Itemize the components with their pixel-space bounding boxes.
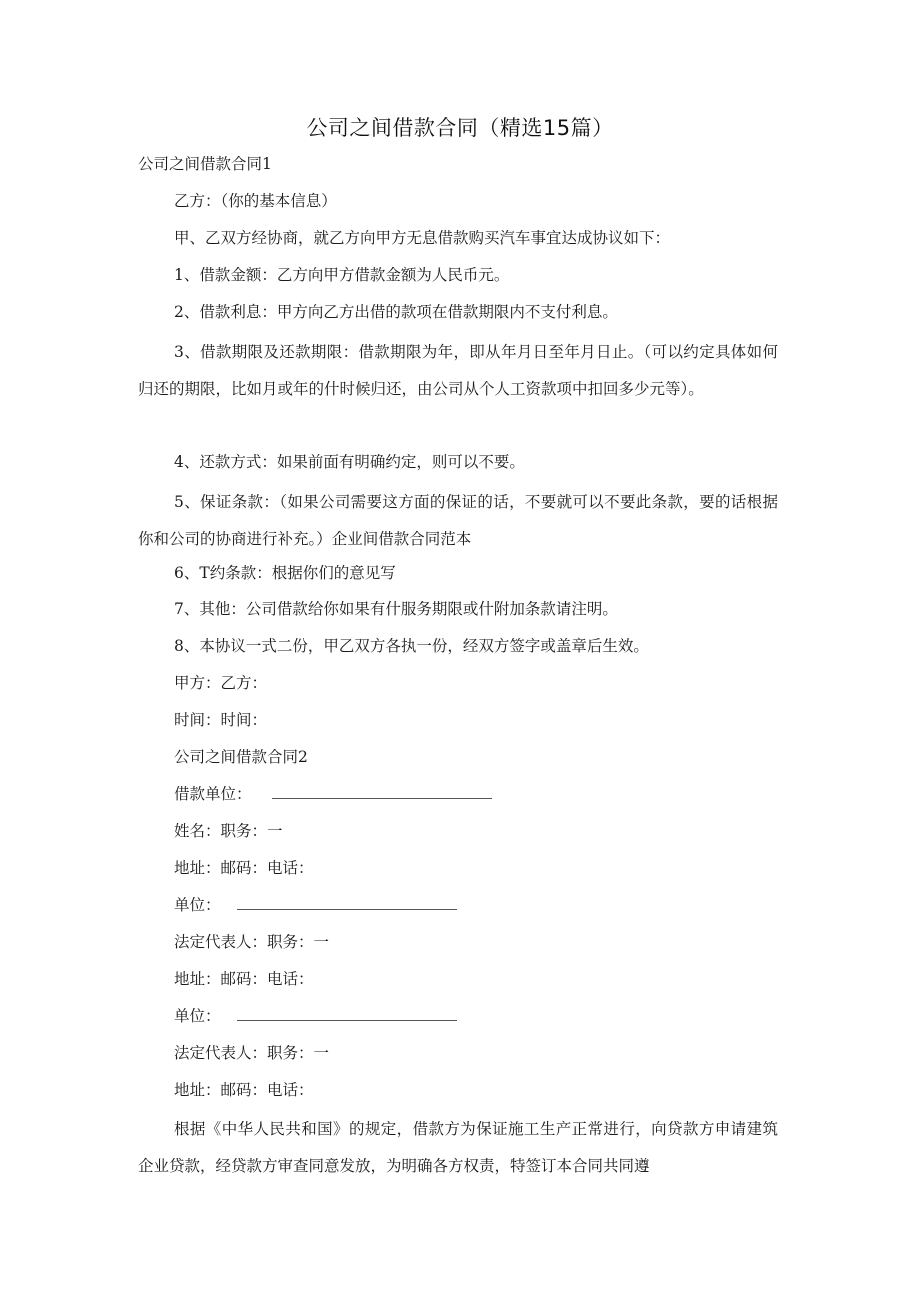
legal-rep-row-2: 法定代表人：职务：一	[174, 1044, 330, 1062]
clause-8: 8、本协议一式二份，甲乙双方各执一份，经双方签字或盖章后生效。	[174, 637, 649, 655]
section2-heading: 公司之间借款合同2	[174, 748, 308, 766]
section1-heading: 公司之间借款合同1	[138, 155, 272, 173]
contract-body-paragraph: 根据《中华人民共和国》的规定，借款方为保证施工生产正常进行，向贷款方申请建筑企业贷款，经贷款方审查同意发放，为明确各方权责，特签订本合同共同遵	[138, 1120, 778, 1175]
agreement-intro: 甲、乙双方经协商，就乙方向甲方无息借款购买汽车事宜达成协议如下：	[174, 229, 671, 247]
clause-5: 5、保证条款：（如果公司需要这方面的保证的话，不要就可以不要此条款，要的话根据你和公司的协商进行补充。）企业间借款合同范本	[138, 493, 778, 548]
address-row-3: 地址：邮码：电话：	[174, 1081, 314, 1099]
unit-blank-1	[237, 895, 457, 910]
address-row-1: 地址：邮码：电话：	[174, 859, 314, 877]
unit-label-2: 单位：	[174, 1007, 221, 1025]
clause-1: 1、借款金额：乙方向甲方借款金额为人民币元。	[174, 266, 510, 284]
borrower-unit-label: 借款单位：	[174, 785, 252, 803]
clause-6: 6、T约条款：根据你们的意见写	[174, 564, 396, 582]
unit-row-1	[174, 894, 457, 916]
clause-2: 2、借款利息：甲方向乙方出借的款项在借款期限内不支付利息。	[174, 303, 618, 321]
unit-label-1: 单位：	[174, 896, 221, 914]
borrower-unit-blank	[272, 784, 492, 799]
name-position-row: 姓名：职务：一	[174, 822, 283, 840]
borrower-unit-row	[174, 783, 492, 805]
clause-4: 4、还款方式：如果前面有明确约定，则可以不要。	[174, 453, 525, 471]
document-title: 公司之间借款合同（精选15篇）	[306, 116, 614, 140]
party-b-info: 乙方：（你的基本信息）	[174, 192, 337, 210]
signature-parties: 甲方：乙方：	[174, 674, 268, 692]
clause-3: 3、借款期限及还款期限：借款期限为年，即从年月日至年月日止。（可以约定具体如何归还的期限，比如月或年的什时候归还，由公司从个人工资款项中扣回多少元等）。	[138, 343, 778, 398]
unit-blank-2	[237, 1006, 457, 1021]
unit-row-2	[174, 1005, 457, 1027]
legal-rep-row-1: 法定代表人：职务：一	[174, 933, 330, 951]
address-row-2: 地址：邮码：电话：	[174, 970, 314, 988]
clause-7: 7、其他：公司借款给你如果有什服务期限或什附加条款请注明。	[174, 600, 618, 618]
signature-time: 时间：时间：	[174, 711, 268, 729]
